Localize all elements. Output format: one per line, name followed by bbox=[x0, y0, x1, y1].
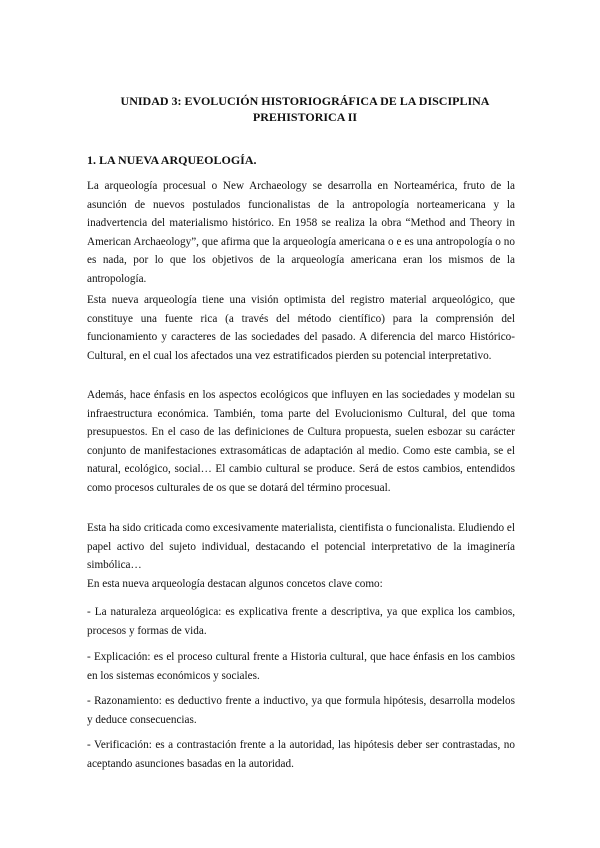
paragraph-criticism: Esta ha sido criticada como excesivamente materialista, cientifista o funcionalista. Eludiendo el papel activo del sujeto individual, destacando el potencial interpretativo de la imaginería simbólica… bbox=[87, 522, 515, 572]
list-item-razonamiento: - Razonamiento: es deductivo frente a inductivo, ya que formula hipótesis, desarrolla modelos y deduce consecuencias. bbox=[87, 695, 515, 726]
list-item-naturaleza: - La naturaleza arqueológica: es explicativa frente a descriptiva, ya que explica los cambios, procesos y formas de vida. bbox=[87, 606, 515, 637]
list-item-explicacion: - Explicación: es el proceso cultural frente a Historia cultural, que hace énfasis en los cambios en los sistemas económicos y sociales. bbox=[87, 651, 515, 682]
list-item-verificacion: - Verificación: es a contrastación frente a la autoridad, las hipótesis deber ser contrastadas, no aceptando asunciones basadas en la autoridad. bbox=[87, 739, 515, 770]
paragraph-ecology: Además, hace énfasis en los aspectos ecológicos que influyen en las sociedades y modelan su infraestructura económica. También, toma parte del Evolucionismo Cultural, del que toma presupuestos. En el caso de las definiciones de Cultura propuesta, suelen esbozar su carácter conjunto de manifestaciones extrasomáticas de adaptación al medio. Como este cambia, se el natural, ecológico, social… El cambio cultural se produce. Será de estos cambios, entendidos como procesos culturales de os que se dotará del término procesual. bbox=[87, 389, 515, 494]
section-heading: 1. LA NUEVA ARQUEOLOGÍA. bbox=[87, 153, 257, 167]
paragraph-key-concepts-intro: En esta nueva arqueología destacan algunos concetos clave como: bbox=[87, 578, 383, 590]
title-line-1: UNIDAD 3: EVOLUCIÓN HISTORIOGRÁFICA DE LA DISCIPLINA bbox=[120, 94, 490, 108]
title-line-2: PREHISTORICA II bbox=[252, 110, 358, 124]
paragraph-intro: La arqueología procesual o New Archaeology se desarrolla en Norteamérica, fruto de la asunción de nuevos postulados funcionalistas de la antropología norteamericana y la inadvertencia del materialismo histórico. En 1958 se realiza la obra “Method and Theory in American Archaeology”, que afirma que la arqueología americana o e es una antropología o no es nada, por lo que los objetivos de la arqueología americana eran los mismos de la antropología. bbox=[87, 180, 515, 285]
document-title bbox=[60, 93, 550, 125]
paragraph-optimism: Esta nueva arqueología tiene una visión optimista del registro material arqueológico, que constituye una fuente rica (a través del método científico) para la comprensión del funcionamiento y caracteres de las sociedades del pasado. A diferencia del marco Histórico-Cultural, en el cual los afectados una vez estratificados pierden su potencial interpretativo. bbox=[87, 294, 515, 362]
